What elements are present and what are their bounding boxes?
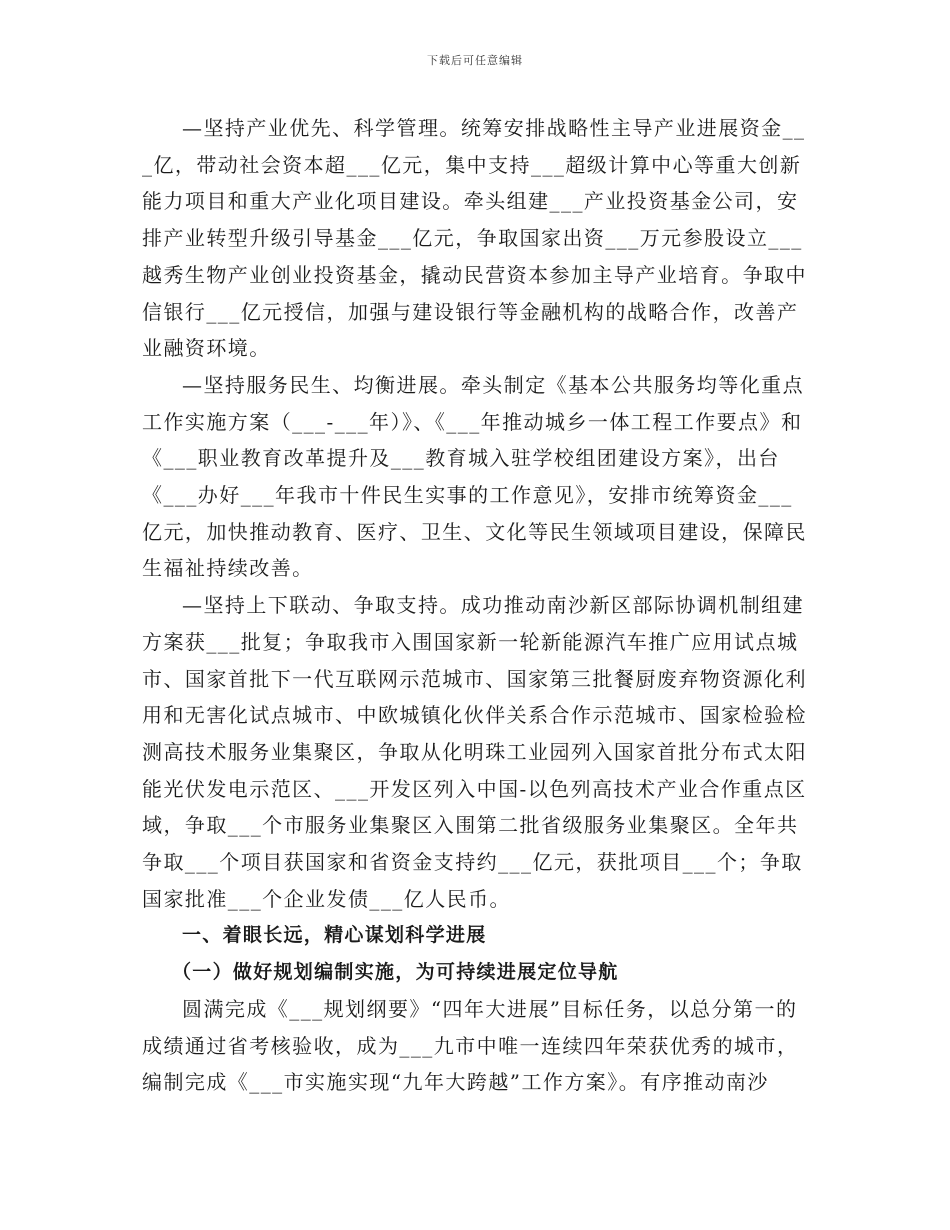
- section-heading: 一、着眼长远，精心谋划科学进展: [182, 924, 487, 947]
- paragraph-industry: —坚持产业优先、科学管理。统筹安排战略性主导产业进展资金___亿，带动社会资本超___亿元，集中支持___超级计算中心等重大创新能力项目和重大产业化项目建设。牵头组建___产业投资基金公司，安排产业转型升级引导基金___亿元，争取国家出资___万元参股设立___越秀生物产业创业投资基金，撬动民营资本参加主导产业培育。争取中信银行___亿元授信，加强与建设银行等金融机构的战略合作，改善产业融资环境。: [142, 116, 807, 361]
- paragraph-livelihood: —坚持服务民生、均衡进展。牵头制定《基本公共服务均等化重点工作实施方案（___-___年）》、《___年推动城乡一体工程工作要点》和《___职业教育改革提升及___教育城入驻学校组团建设方案》，出台《___办好___年我市十件民生实事的工作意见》，安排市统筹资金___亿元，加快推动教育、医疗、卫生、文化等民生领域项目建设，保障民生福祉持续改善。: [142, 372, 807, 581]
- document-body: [142, 110, 810, 1101]
- paragraph-coordination: —坚持上下联动、争取支持。成功推动南沙新区部际协调机制组建方案获___批复；争取我市入围国家新一轮新能源汽车推广应用试点城市、国家首批下一代互联网示范城市、国家第三批餐厨废弃物资源化利用和无害化试点城市、中欧城镇化伙伴关系合作示范城市、国家检验检测高技术服务业集聚区，争取从化明珠工业园列入国家首批分布式太阳能光伏发电示范区、___开发区列入中国-以色列高技术产业合作重点区域，争取___个市服务业集聚区入围第二批省级服务业集聚区。全年共争取___个项目获国家和省资金支持约___亿元，获批项目___个；争取国家批准___个企业发债___亿人民币。: [142, 593, 807, 911]
- paragraph-planning: 圆满完成《___规划纲要》“四年大进展”目标任务，以总分第一的成绩通过省考核验收，成为___九市中唯一连续四年荣获优秀的城市，编制完成《___市实施实现“九年大跨越”工作方案》。有序推动南沙: [142, 996, 799, 1095]
- page-header: 下载后可任意编辑: [427, 54, 523, 67]
- subsection-heading: （一）做好规划编制实施，为可持续进展定位导航: [172, 961, 619, 984]
